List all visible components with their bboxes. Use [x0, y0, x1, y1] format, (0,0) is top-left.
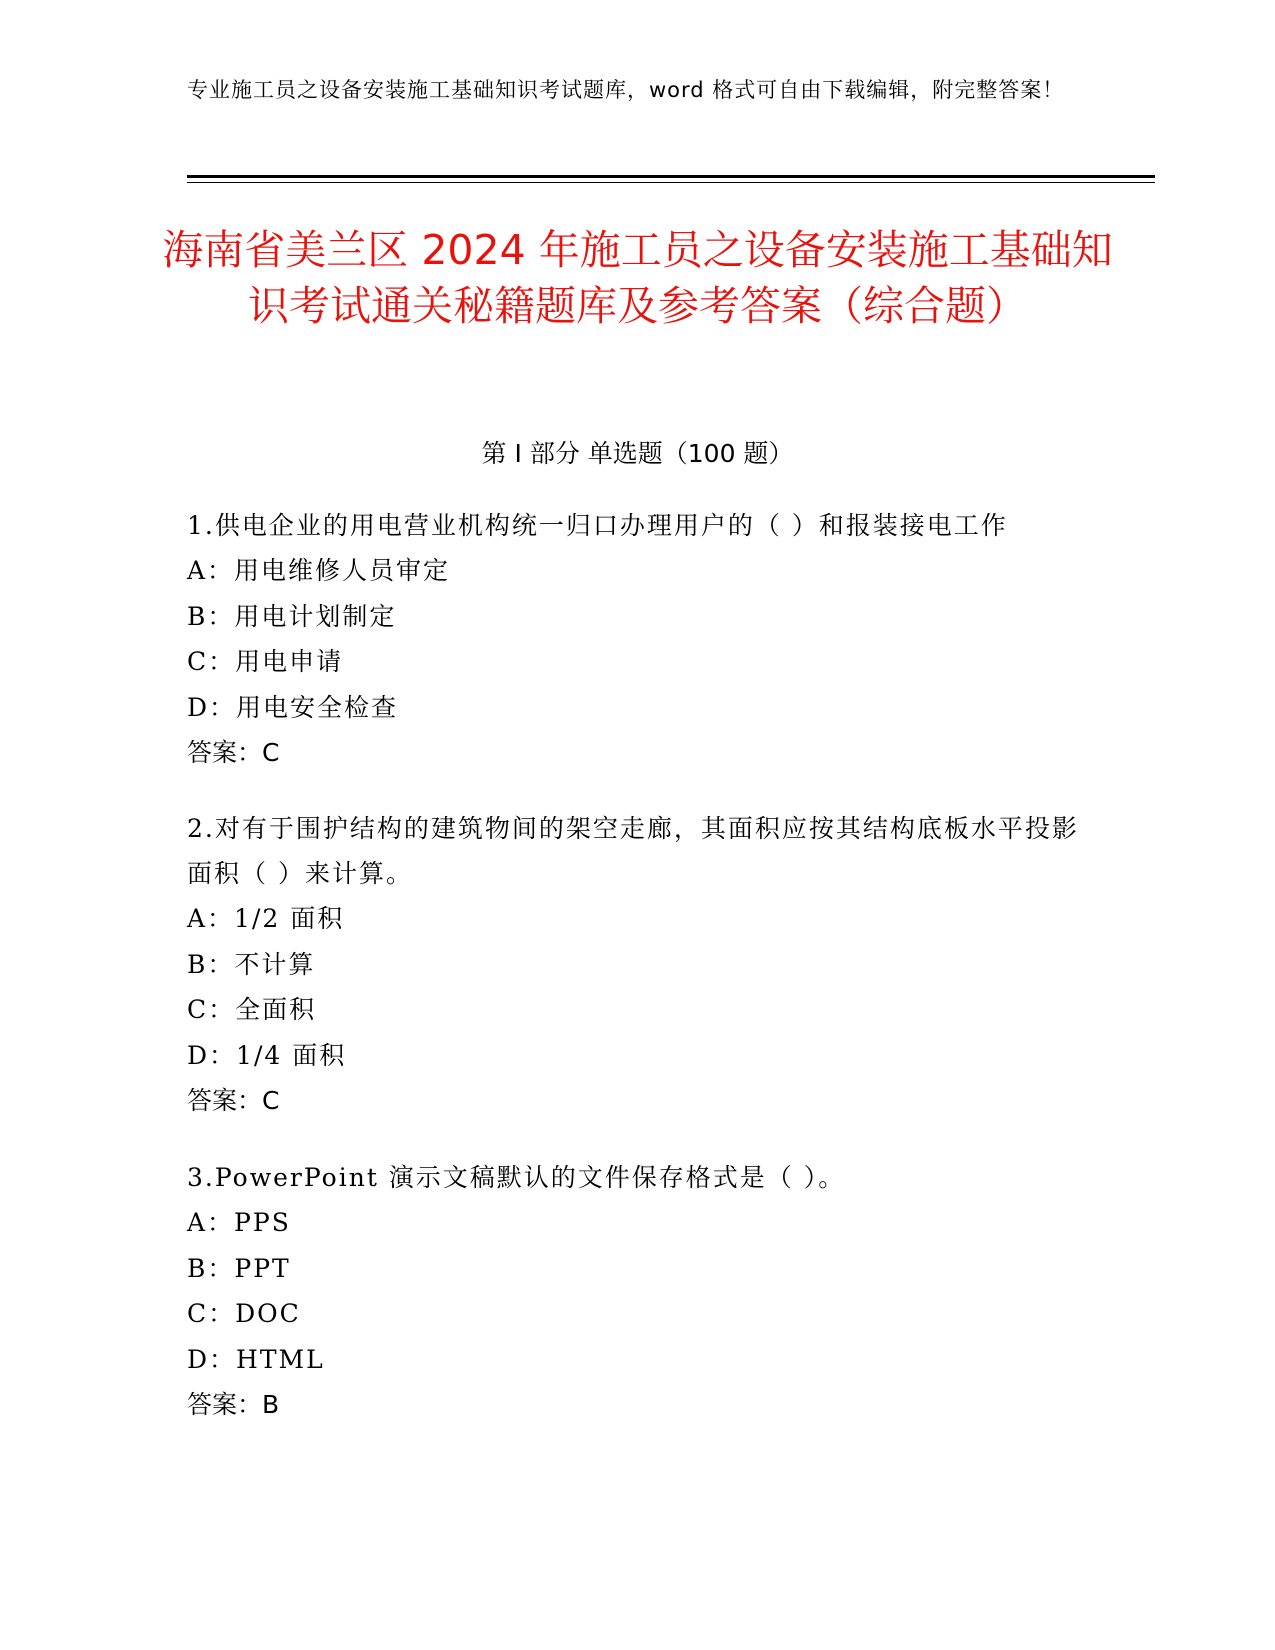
question-1	[187, 503, 1087, 776]
question-3	[187, 1155, 1087, 1428]
question-stem: 3.PowerPoint 演示文稿默认的文件保存格式是（ ）。	[187, 1163, 846, 1192]
option-c: C：全面积	[187, 995, 317, 1024]
option-c: C：DOC	[187, 1299, 301, 1328]
option-d: D：用电安全检查	[187, 692, 399, 722]
document-title: 海南省美兰区 2024 年施工员之设备安装施工基础知识考试通关秘籍题库及参考答案（综合题）	[162, 226, 1113, 330]
question-stem: 2.对有于围护结构的建筑物间的架空走廊，其面积应按其结构底板水平投影面积（ ）来计算。	[187, 814, 1079, 888]
header-divider-thin	[187, 182, 1155, 183]
option-c: C：用电申请	[187, 647, 344, 676]
option-a: A：PPS	[187, 1208, 291, 1237]
option-b: B：不计算	[187, 949, 316, 979]
option-d: D：HTML	[187, 1344, 325, 1374]
question-stem: 1.供电企业的用电营业机构统一归口办理用户的（ ）和报装接电工作	[187, 511, 1008, 540]
option-b: B：用电计划制定	[187, 601, 397, 631]
header-note: 专业施工员之设备安装施工基础知识考试题库，word 格式可自由下载编辑，附完整答案！	[187, 78, 1065, 102]
header-divider-thick	[187, 175, 1155, 178]
option-d: D：1/4 面积	[187, 1040, 347, 1070]
option-b: B：PPT	[187, 1253, 291, 1283]
option-a: A：用电维修人员审定	[187, 556, 451, 585]
answer: 答案：C	[187, 738, 280, 767]
answer: 答案：C	[187, 1086, 280, 1115]
answer: 答案：B	[187, 1390, 280, 1419]
section-title: 第 I 部分 单选题（100 题）	[481, 439, 794, 468]
option-a: A：1/2 面积	[187, 904, 345, 933]
question-2	[187, 806, 1087, 1124]
